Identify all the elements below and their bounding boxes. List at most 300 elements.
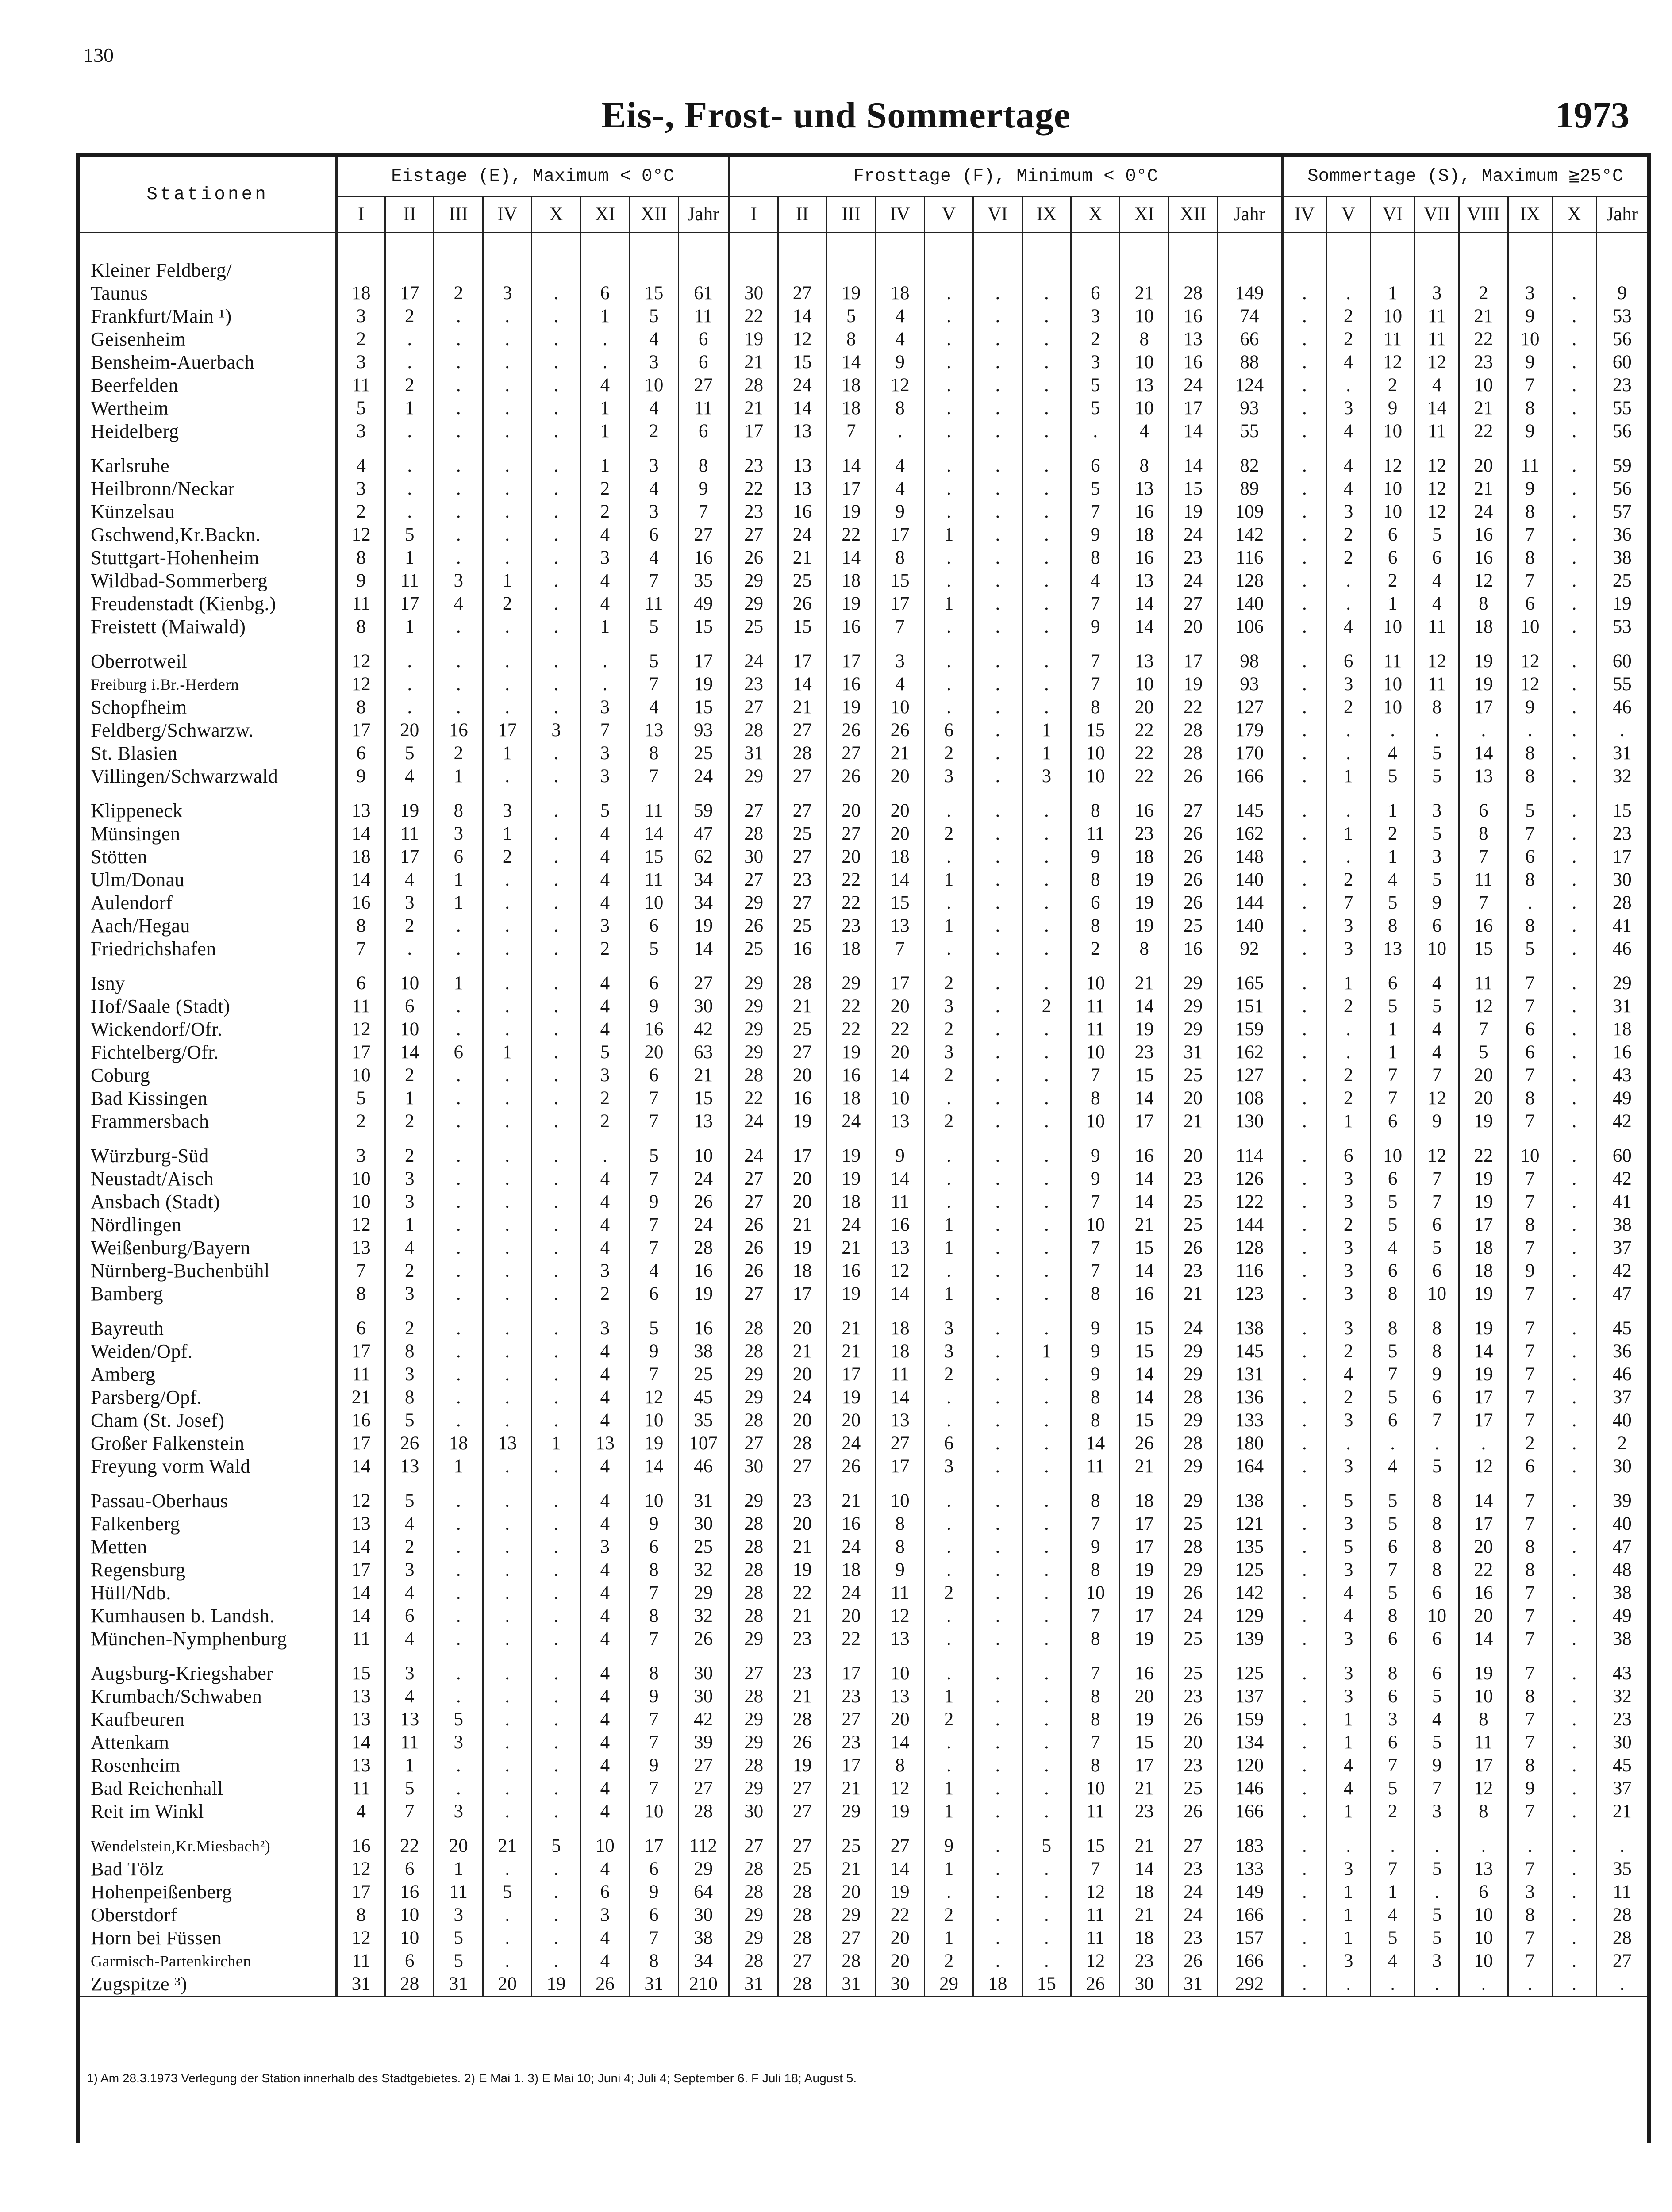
value-cell: . bbox=[483, 1455, 531, 1478]
value-cell: 17 bbox=[1120, 1536, 1168, 1559]
value-cell: 14 bbox=[1071, 1432, 1120, 1455]
value-cell: 2 bbox=[1371, 569, 1415, 592]
value-cell: 27 bbox=[1168, 799, 1217, 822]
value-cell: . bbox=[1282, 1144, 1326, 1167]
value-cell: 17 bbox=[385, 282, 434, 305]
value-cell: 8 bbox=[1415, 1559, 1459, 1582]
value-cell: . bbox=[1022, 1144, 1071, 1167]
value-cell: . bbox=[434, 1167, 483, 1190]
value-cell: 6 bbox=[1415, 1628, 1459, 1651]
value-cell: . bbox=[973, 477, 1022, 500]
value-cell: . bbox=[532, 1904, 580, 1927]
month-header: X bbox=[532, 197, 580, 233]
value-cell: 4 bbox=[580, 972, 629, 995]
value-cell: . bbox=[532, 1800, 580, 1823]
value-cell: . bbox=[876, 420, 924, 443]
value-cell: 8 bbox=[876, 546, 924, 569]
station-name: Bad Kissingen bbox=[91, 1087, 208, 1109]
value-cell: . bbox=[1282, 1167, 1326, 1190]
month-header: XII bbox=[1168, 197, 1217, 233]
value-cell: . bbox=[973, 1340, 1022, 1363]
value-cell: 20 bbox=[778, 1190, 826, 1214]
value-cell: . bbox=[973, 1881, 1022, 1904]
table-row bbox=[80, 282, 1647, 305]
value-cell: 3 bbox=[385, 891, 434, 914]
value-cell: . bbox=[434, 1754, 483, 1777]
value-cell: . bbox=[1022, 1777, 1071, 1800]
value-cell: 4 bbox=[580, 1685, 629, 1708]
block-spacer bbox=[80, 443, 1647, 454]
value-cell: 4 bbox=[580, 1628, 629, 1651]
value-cell: 12 bbox=[876, 1777, 924, 1800]
value-cell: 10 bbox=[1120, 351, 1168, 374]
table-row bbox=[80, 615, 1647, 638]
value-cell: . bbox=[483, 1731, 531, 1754]
value-cell: 8 bbox=[630, 1950, 678, 1973]
value-cell: 28 bbox=[729, 1685, 778, 1708]
value-cell: . bbox=[1282, 500, 1326, 523]
value-cell: 31 bbox=[678, 1490, 729, 1513]
value-cell: 18 bbox=[1459, 1237, 1508, 1260]
value-cell: 27 bbox=[827, 1927, 876, 1950]
value-cell: . bbox=[1326, 374, 1371, 397]
value-cell: . bbox=[532, 523, 580, 546]
value-cell: 170 bbox=[1218, 742, 1282, 765]
value-cell: 4 bbox=[385, 1685, 434, 1708]
value-cell: 2 bbox=[924, 1950, 973, 1973]
value-cell: . bbox=[532, 1386, 580, 1409]
value-cell: 7 bbox=[1371, 1858, 1415, 1881]
value-cell: . bbox=[1022, 1455, 1071, 1478]
value-cell: 14 bbox=[630, 822, 678, 845]
value-cell: 46 bbox=[678, 1455, 729, 1478]
month-header: IV bbox=[1282, 197, 1326, 233]
value-cell: 17 bbox=[1120, 1110, 1168, 1133]
value-cell: 8 bbox=[876, 1513, 924, 1536]
station-name: Ansbach (Stadt) bbox=[91, 1191, 220, 1213]
value-cell: 29 bbox=[1168, 1455, 1217, 1478]
value-cell: 140 bbox=[1218, 592, 1282, 615]
value-cell: 21 bbox=[827, 1490, 876, 1513]
station-name: Oberrotweil bbox=[91, 650, 188, 672]
block-spacer bbox=[80, 233, 1647, 259]
value-cell: 27 bbox=[876, 1432, 924, 1455]
value-cell: 8 bbox=[1508, 1536, 1552, 1559]
value-cell: 11 bbox=[336, 374, 385, 397]
value-cell: 9 bbox=[876, 1559, 924, 1582]
value-cell: 138 bbox=[1218, 1490, 1282, 1513]
value-cell: 5 bbox=[630, 615, 678, 638]
value-cell: . bbox=[1071, 420, 1120, 443]
station-name: Reit im Winkl bbox=[91, 1801, 204, 1822]
value-cell: 8 bbox=[678, 454, 729, 477]
value-cell: . bbox=[1552, 1490, 1596, 1513]
value-cell: 7 bbox=[630, 1214, 678, 1237]
value-cell: 10 bbox=[1071, 1777, 1120, 1800]
value-cell: 4 bbox=[580, 1490, 629, 1513]
value-cell: 20 bbox=[876, 1927, 924, 1950]
value-cell bbox=[532, 259, 580, 282]
value-cell: 4 bbox=[580, 523, 629, 546]
value-cell: 1 bbox=[924, 523, 973, 546]
value-cell: 11 bbox=[1415, 328, 1459, 351]
value-cell: . bbox=[1282, 592, 1326, 615]
value-cell: . bbox=[973, 569, 1022, 592]
table-row bbox=[80, 1283, 1647, 1306]
station-name: Kumhausen b. Landsh. bbox=[91, 1605, 275, 1627]
value-cell: . bbox=[1552, 799, 1596, 822]
value-cell: 47 bbox=[1596, 1283, 1647, 1306]
value-cell: . bbox=[924, 454, 973, 477]
value-cell: 5 bbox=[385, 1777, 434, 1800]
value-cell: . bbox=[532, 1513, 580, 1536]
table-row bbox=[80, 500, 1647, 523]
table-row bbox=[80, 523, 1647, 546]
value-cell: 46 bbox=[1596, 1363, 1647, 1386]
value-cell: 11 bbox=[1071, 1800, 1120, 1823]
value-cell: . bbox=[483, 1605, 531, 1628]
value-cell: . bbox=[434, 1777, 483, 1800]
value-cell: 23 bbox=[778, 1628, 826, 1651]
value-cell: 4 bbox=[385, 868, 434, 891]
value-cell: 15 bbox=[1071, 1835, 1120, 1858]
value-cell: 1 bbox=[532, 1432, 580, 1455]
value-cell: 2 bbox=[924, 742, 973, 765]
value-cell: 17 bbox=[827, 1754, 876, 1777]
value-cell: . bbox=[1022, 1708, 1071, 1731]
value-cell: 25 bbox=[1168, 1064, 1217, 1087]
value-cell: 8 bbox=[1120, 454, 1168, 477]
value-cell: 6 bbox=[1415, 1260, 1459, 1283]
value-cell: 7 bbox=[1508, 1409, 1552, 1432]
value-cell: 3 bbox=[1326, 1455, 1371, 1478]
value-cell: 30 bbox=[678, 1685, 729, 1708]
value-cell: 8 bbox=[1508, 1087, 1552, 1110]
station-name: Hof/Saale (Stadt) bbox=[91, 995, 231, 1017]
value-cell: . bbox=[973, 1455, 1022, 1478]
value-cell: 13 bbox=[336, 1754, 385, 1777]
value-cell: 13 bbox=[336, 799, 385, 822]
value-cell: . bbox=[483, 1064, 531, 1087]
value-cell: 6 bbox=[1326, 1144, 1371, 1167]
value-cell: . bbox=[483, 420, 531, 443]
value-cell: 9 bbox=[876, 1144, 924, 1167]
value-cell: 23 bbox=[1596, 374, 1647, 397]
value-cell: 20 bbox=[827, 1605, 876, 1628]
value-cell: 179 bbox=[1218, 719, 1282, 742]
value-cell: 162 bbox=[1218, 1041, 1282, 1064]
value-cell: . bbox=[434, 374, 483, 397]
value-cell: 8 bbox=[630, 742, 678, 765]
value-cell: 8 bbox=[827, 328, 876, 351]
value-cell: 30 bbox=[678, 1662, 729, 1685]
value-cell: . bbox=[973, 1605, 1022, 1628]
value-cell bbox=[385, 259, 434, 282]
value-cell: 17 bbox=[1459, 1513, 1508, 1536]
value-cell: 34 bbox=[678, 1950, 729, 1973]
value-cell: 10 bbox=[1508, 1144, 1552, 1167]
value-cell: . bbox=[1282, 1386, 1326, 1409]
value-cell: . bbox=[1022, 650, 1071, 673]
value-cell: 3 bbox=[385, 1190, 434, 1214]
value-cell: 4 bbox=[385, 1628, 434, 1651]
value-cell: 22 bbox=[876, 1018, 924, 1041]
value-cell: 64 bbox=[678, 1881, 729, 1904]
value-cell: 15 bbox=[1120, 1237, 1168, 1260]
value-cell: 13 bbox=[336, 1513, 385, 1536]
table-row bbox=[80, 1605, 1647, 1628]
value-cell: 12 bbox=[630, 1386, 678, 1409]
value-cell: 6 bbox=[1071, 282, 1120, 305]
value-cell: 27 bbox=[1168, 1835, 1217, 1858]
value-cell: 28 bbox=[1168, 282, 1217, 305]
value-cell: 8 bbox=[1071, 1685, 1120, 1708]
value-cell: 7 bbox=[1371, 1754, 1415, 1777]
value-cell: . bbox=[434, 397, 483, 420]
value-cell: . bbox=[434, 1283, 483, 1306]
value-cell: . bbox=[1022, 1904, 1071, 1927]
value-cell: 10 bbox=[1371, 500, 1415, 523]
month-header: XII bbox=[630, 197, 678, 233]
value-cell: 17 bbox=[1168, 650, 1217, 673]
value-cell: 14 bbox=[1459, 1628, 1508, 1651]
value-cell: 4 bbox=[580, 1167, 629, 1190]
table-row bbox=[80, 1559, 1647, 1582]
station-name: Ulm/Donau bbox=[91, 869, 185, 891]
value-cell bbox=[729, 259, 778, 282]
value-cell: 19 bbox=[729, 328, 778, 351]
value-cell: 27 bbox=[1596, 1950, 1647, 1973]
value-cell: 5 bbox=[1415, 1904, 1459, 1927]
value-cell: 27 bbox=[827, 822, 876, 845]
value-cell: 2 bbox=[385, 1110, 434, 1133]
value-cell: 1 bbox=[385, 546, 434, 569]
value-cell: . bbox=[1552, 1605, 1596, 1628]
value-cell: 21 bbox=[1596, 1800, 1647, 1823]
value-cell: 4 bbox=[580, 1662, 629, 1685]
value-cell: 23 bbox=[1168, 1167, 1217, 1190]
value-cell bbox=[1415, 259, 1459, 282]
table-row bbox=[80, 650, 1647, 673]
value-cell: . bbox=[1022, 420, 1071, 443]
value-cell: 2 bbox=[434, 282, 483, 305]
station-name: Freistett (Maiwald) bbox=[91, 616, 246, 637]
value-cell: 5 bbox=[1371, 1490, 1415, 1513]
value-cell: 15 bbox=[1120, 1340, 1168, 1363]
value-cell: . bbox=[973, 1317, 1022, 1340]
month-header: X bbox=[1552, 197, 1596, 233]
value-cell: 20 bbox=[876, 765, 924, 788]
value-cell: 17 bbox=[876, 1455, 924, 1478]
value-cell: 29 bbox=[729, 592, 778, 615]
value-cell: . bbox=[532, 1582, 580, 1605]
value-cell: 6 bbox=[1071, 454, 1120, 477]
station-name: Bensheim-Auerbach bbox=[91, 351, 255, 373]
value-cell: . bbox=[532, 914, 580, 937]
value-cell: 12 bbox=[1459, 1455, 1508, 1478]
value-cell: 6 bbox=[1459, 1881, 1508, 1904]
value-cell: 19 bbox=[1459, 1167, 1508, 1190]
value-cell: 24 bbox=[827, 1536, 876, 1559]
value-cell: 7 bbox=[336, 937, 385, 960]
value-cell: . bbox=[532, 569, 580, 592]
value-cell: 7 bbox=[1415, 1409, 1459, 1432]
value-cell: 8 bbox=[1459, 822, 1508, 845]
value-cell: . bbox=[1371, 719, 1415, 742]
value-cell: . bbox=[580, 351, 629, 374]
value-cell: 8 bbox=[385, 1386, 434, 1409]
value-cell: 35 bbox=[678, 569, 729, 592]
value-cell: . bbox=[385, 650, 434, 673]
value-cell: . bbox=[973, 799, 1022, 822]
value-cell: . bbox=[973, 765, 1022, 788]
value-cell: 29 bbox=[1168, 1363, 1217, 1386]
value-cell: 28 bbox=[1168, 1536, 1217, 1559]
value-cell: 7 bbox=[630, 1237, 678, 1260]
value-cell: 5 bbox=[1371, 995, 1415, 1018]
value-cell: 1 bbox=[924, 1685, 973, 1708]
value-cell: 4 bbox=[1326, 1777, 1371, 1800]
value-cell: 16 bbox=[336, 891, 385, 914]
table-row bbox=[80, 1041, 1647, 1064]
value-cell: . bbox=[1282, 1858, 1326, 1881]
value-cell: 7 bbox=[1071, 1064, 1120, 1087]
value-cell: 29 bbox=[827, 1800, 876, 1823]
value-cell: . bbox=[924, 1167, 973, 1190]
value-cell: 21 bbox=[827, 1340, 876, 1363]
value-cell: 21 bbox=[1459, 305, 1508, 328]
value-cell: 1 bbox=[1326, 1731, 1371, 1754]
table-row bbox=[80, 937, 1647, 960]
value-cell: . bbox=[1282, 1800, 1326, 1823]
value-cell: 5 bbox=[336, 397, 385, 420]
value-cell: . bbox=[1552, 1432, 1596, 1455]
value-cell: 30 bbox=[1596, 1731, 1647, 1754]
value-cell: . bbox=[434, 1190, 483, 1214]
value-cell: 4 bbox=[1415, 1018, 1459, 1041]
value-cell: 29 bbox=[827, 972, 876, 995]
value-cell: . bbox=[1282, 1559, 1326, 1582]
value-cell: 1 bbox=[1326, 1904, 1371, 1927]
value-cell: 2 bbox=[1326, 305, 1371, 328]
value-cell: 10 bbox=[1415, 1283, 1459, 1306]
value-cell: 5 bbox=[1508, 937, 1552, 960]
value-cell: 16 bbox=[1459, 914, 1508, 937]
value-cell: 8 bbox=[1120, 937, 1168, 960]
value-cell: 29 bbox=[729, 1018, 778, 1041]
value-cell: 93 bbox=[1218, 397, 1282, 420]
value-cell: 1 bbox=[385, 615, 434, 638]
value-cell: 26 bbox=[1168, 1237, 1217, 1260]
value-cell: 2 bbox=[630, 420, 678, 443]
table-row bbox=[80, 799, 1647, 822]
value-cell: 16 bbox=[1459, 546, 1508, 569]
value-cell: 38 bbox=[1596, 546, 1647, 569]
value-cell: 31 bbox=[1596, 995, 1647, 1018]
value-cell: 121 bbox=[1218, 1513, 1282, 1536]
value-cell: 23 bbox=[778, 1662, 826, 1685]
value-cell: 129 bbox=[1218, 1605, 1282, 1628]
value-cell: 8 bbox=[336, 696, 385, 719]
value-cell: . bbox=[1552, 1881, 1596, 1904]
value-cell: . bbox=[1282, 765, 1326, 788]
value-cell: . bbox=[434, 1087, 483, 1110]
value-cell: 15 bbox=[1022, 1973, 1071, 1997]
value-cell: 26 bbox=[1168, 1582, 1217, 1605]
value-cell: 4 bbox=[1326, 477, 1371, 500]
value-cell: 3 bbox=[385, 1363, 434, 1386]
value-cell: 116 bbox=[1218, 1260, 1282, 1283]
value-cell: 5 bbox=[1326, 1536, 1371, 1559]
value-cell: 26 bbox=[729, 546, 778, 569]
value-cell: 18 bbox=[827, 397, 876, 420]
value-cell: 13 bbox=[876, 914, 924, 937]
value-cell: 20 bbox=[1168, 1087, 1217, 1110]
value-cell: 13 bbox=[1168, 328, 1217, 351]
value-cell: 19 bbox=[1120, 1628, 1168, 1651]
value-cell: 9 bbox=[630, 1340, 678, 1363]
station-name: Passau-Oberhaus bbox=[91, 1490, 228, 1512]
value-cell: 19 bbox=[532, 1973, 580, 1997]
value-cell: 6 bbox=[385, 1605, 434, 1628]
value-cell: 3 bbox=[924, 765, 973, 788]
value-cell: 20 bbox=[876, 1708, 924, 1731]
value-cell: 1 bbox=[1371, 1881, 1415, 1904]
value-cell: 6 bbox=[630, 1283, 678, 1306]
value-cell: 3 bbox=[580, 1317, 629, 1340]
value-cell: . bbox=[973, 1087, 1022, 1110]
value-cell: 6 bbox=[1415, 546, 1459, 569]
value-cell bbox=[1596, 259, 1647, 282]
value-cell: . bbox=[434, 914, 483, 937]
value-cell: 2 bbox=[1596, 1432, 1647, 1455]
value-cell: 29 bbox=[729, 1731, 778, 1754]
value-cell: 19 bbox=[1120, 1582, 1168, 1605]
value-cell bbox=[1168, 259, 1217, 282]
value-cell: 6 bbox=[580, 1881, 629, 1904]
value-cell: 3 bbox=[1326, 1858, 1371, 1881]
station-name: Fichtelberg/Ofr. bbox=[91, 1041, 219, 1063]
value-cell: 16 bbox=[778, 500, 826, 523]
value-cell: 29 bbox=[729, 891, 778, 914]
value-cell: . bbox=[483, 1087, 531, 1110]
value-cell: 3 bbox=[1326, 1628, 1371, 1651]
value-cell: 2 bbox=[924, 1582, 973, 1605]
value-cell: 11 bbox=[434, 1881, 483, 1904]
value-cell: 6 bbox=[924, 719, 973, 742]
value-cell: 13 bbox=[385, 1708, 434, 1731]
value-cell: 7 bbox=[1508, 1340, 1552, 1363]
value-cell: 20 bbox=[1459, 1064, 1508, 1087]
value-cell: . bbox=[1282, 1018, 1326, 1041]
table-row bbox=[80, 1190, 1647, 1214]
value-cell: . bbox=[1282, 1064, 1326, 1087]
value-cell: 8 bbox=[1120, 328, 1168, 351]
value-cell: 3 bbox=[924, 995, 973, 1018]
value-cell: 21 bbox=[778, 1340, 826, 1363]
value-cell: 5 bbox=[434, 1927, 483, 1950]
value-cell: 12 bbox=[1371, 454, 1415, 477]
value-cell: 20 bbox=[876, 995, 924, 1018]
value-cell: 9 bbox=[630, 995, 678, 1018]
value-cell: 7 bbox=[1071, 592, 1120, 615]
value-cell: 22 bbox=[729, 305, 778, 328]
value-cell: 131 bbox=[1218, 1363, 1282, 1386]
value-cell: 7 bbox=[630, 1582, 678, 1605]
value-cell: . bbox=[1596, 719, 1647, 742]
value-cell: . bbox=[483, 1536, 531, 1559]
value-cell: 138 bbox=[1218, 1317, 1282, 1340]
